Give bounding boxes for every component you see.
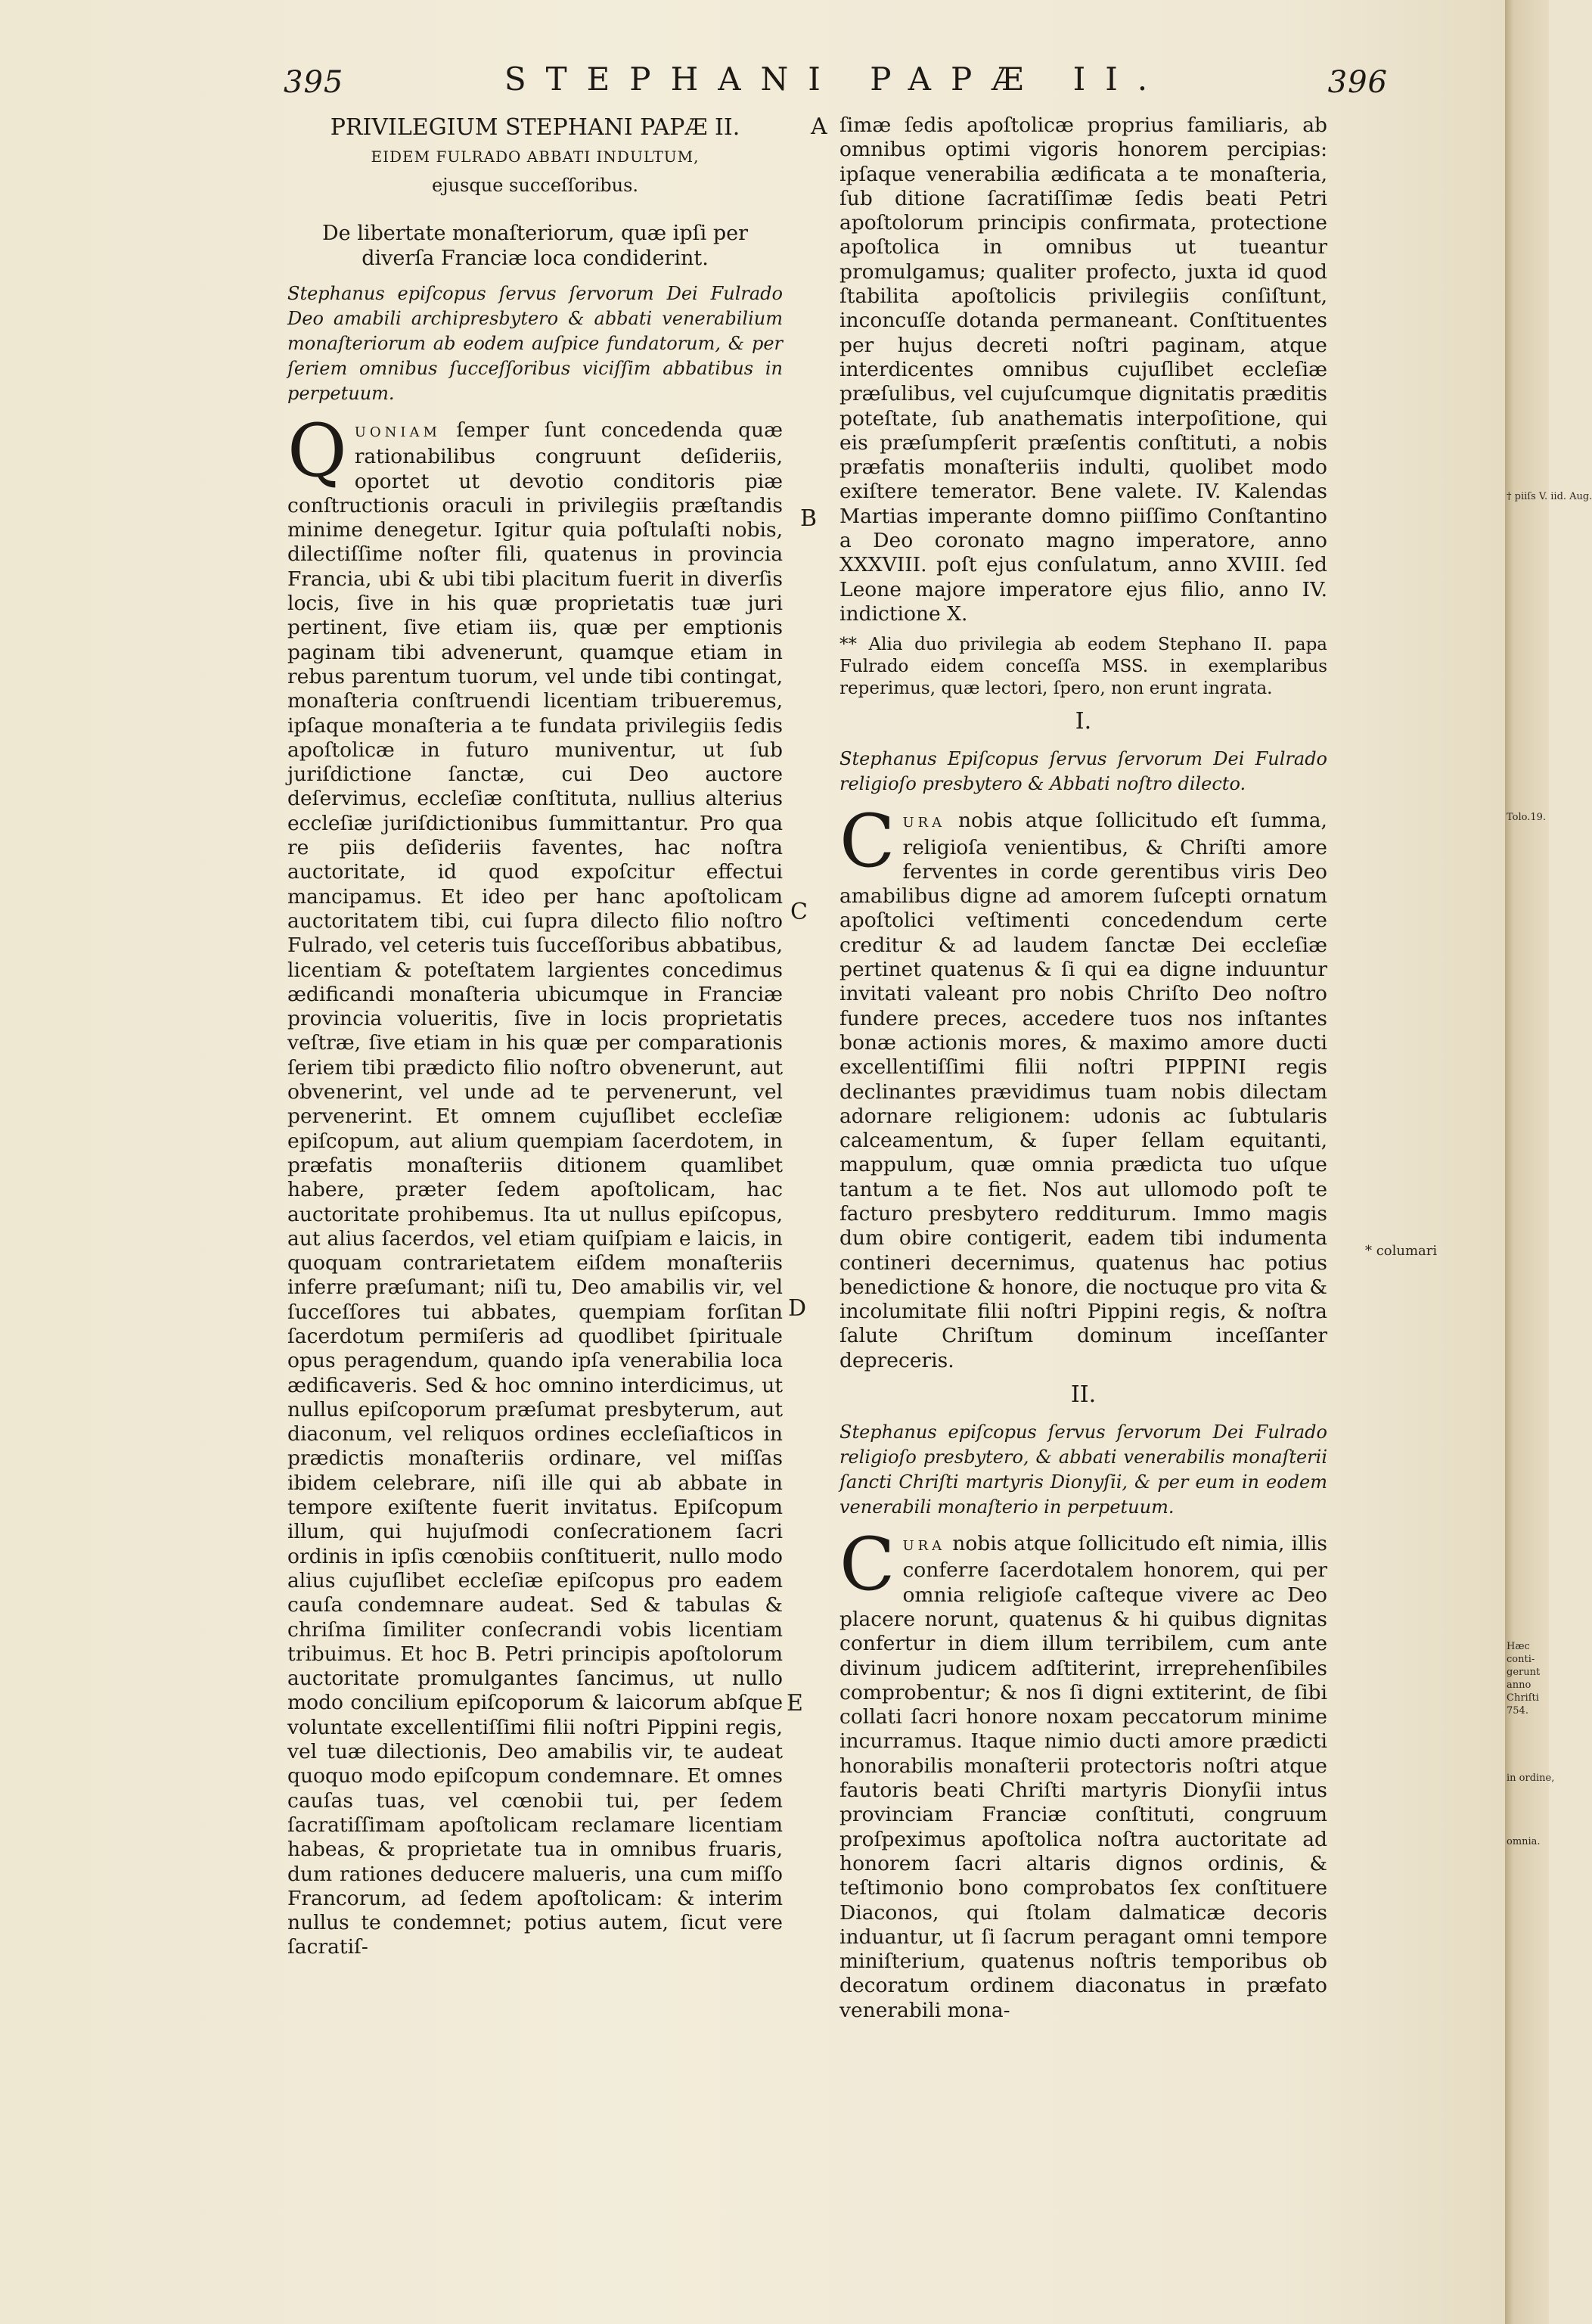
subject-heading: De libertate monaſteriorum, quæ ipſi per diverſa Franciæ loca condiderint. [322,222,748,270]
section-1-drop-cap: C [839,799,895,884]
marginal-note-columari: * columari [1365,1243,1438,1259]
section-2-first-word: URA [902,1538,946,1555]
marginal-note-5: in ordine, [1507,1773,1555,1784]
running-header [284,47,1388,107]
body-text [287,409,783,1960]
body-paragraph: ſemper ſunt concedenda quæ rationabilibus congruunt deſideriis, oportet ut devotio conditoris piæ conſtructionis oraculi in privilegiis præſtandis minime denegetur. Igitur quia poſtulaſti nobis, dilectiſſime noſter fili, quatenus in provincia Francia, ubi & ubi tibi placitum fuerit in diverſis locis, ſive in his quæ proprietatis tuæ juri pertinent, ſive etiam iis, quæ per emptionis paginam tibi advenerunt, quamque etiam in rebus parentum tuorum, vel unde tibi contingat, monaſteria conſtruendi licentiam tribueremus, ipſaque monaſteria a te fundata privilegiis ſedis apoſtolicæ in futuro muniventur, ut ſub juriſdictione ſanctæ, cui Deo auctore deſervimus, eccleſiæ conſtituta, nullius alterius eccleſiæ juriſdictionibus ſummittantur. Pro qua re piis deſideriis faventes, hac noſtra auctoritate, id quod expoſcitur effectui mancipamus. Et ideo per hanc apoſtolicam auctoritatem tibi, cui ſupra dilecto filio noſtro Fulrado, vel ceteris tuis ſucceſſoribus abbatibus, licentiam & poteſtatem largientes concedimus ædificandi monaſteria ubicumque in Franciæ provincia volueritis, ſive in locis proprietatis veſtræ, ſive etiam in his quæ per comparationis ſeriem tibi prædicto filio noſtro obvenerunt, aut obvenerint, vel unde ad te pervenerunt, vel pervenerint. Et omnem cujuſlibet eccleſiæ epiſcopum, aut alium quempiam ſacerdotem, in præfatis monaſteriis ditionem quamlibet habere, præter ſedem apoſtolicam, hac auctoritate prohibemus. Ita ut nullus epiſcopus, aut alius ſacerdos, vel etiam quiſpiam e laicis, in quoquam contrarietatem eiſdem monaſteriis inferre præſumant; niſi tu, Deo amabilis vir, vel ſucceſſores tui abbates, quempiam forſitan ſacerdotum permiſeris ad quodlibet ſpirituale opus peragendum, quando ipſa venerabilia loca ædificaveris. Sed & hoc omnino interdicimus, ut nullus epiſcoporum præſumat presbyterum, aut diaconum, vel reliquos ordines eccleſiaſticos in prædictis monaſteriis ordinare, vel miſſas ibidem celebrare, niſi ille qui ab abbate in tempore exiſtente fuerit invitatus. Epiſcopum illum, qui hujuſmodi conſecrationem ſacri ordinis in ipſis cœnobiis conſtituerit, nullo modo alius cujuſlibet eccleſiæ epiſcopus pro eadem cauſa condemnare audeat. Sed & tabulas & chriſma ſimiliter conſecrandi vobis licentiam tribuimus. Et hoc B. Petri principis apoſtolorum auctoritate promulgantes ſancimus, ut nullo modo concilium epiſcoporum & laicorum abſque voluntate excellentiſſimi filii noſtri Pippini regis, vel tuæ dilectionis, Deo amabilis vir, te audeat quoquo modo epiſcopum condemnare. Et omnes cauſas tuas, vel cœnobii tui, per ſedem ſacratiſſimam apoſtolicam reclamare licentiam habeas, & proprietate tua in omnibus fruaris, dum rationes deducere malueris, una cum miſſo Francorum, ad ſedem apoſtolicam: & interim nullus te condemnet; potius autem, ſicut vere ſacratiſ- [287,418,783,1959]
editor-note: ** Alia duo privilegia ab eodem Stephano II. papa Fulrado eidem conceſſa MSS. in exemplaribus reperimus, quæ lectori, ſpero, non erunt ingrata. [839,635,1327,699]
section-2-body [839,1522,1327,2023]
section-1-body [839,799,1327,1373]
privilege-title: PRIVILEGIUM STEPHANI PAPÆ II. [330,114,740,141]
salutation: Stephanus epiſcopus ſervus ſervorum Dei Fulrado Deo amabili archipresbytero & abbati venerabilium monaſteriorum ab eodem auſpice fundatorum, & per ſeriem omnibus ſucceſſoribus viciſſim abbatibus in perpetuum. [287,283,783,404]
margin-letter-c: C [790,899,808,925]
running-title: STEPHANI PAPÆ II. [504,61,1168,98]
page-number-right: 396 [1327,65,1388,100]
margin-letter-a: A [811,113,827,140]
privilege-subtitle: EIDEM FULRADO ABBATI INDULTUM, [371,148,700,166]
marginal-note-6: omnia. [1507,1836,1541,1847]
continuation-text: ſimæ ſedis apoſtolicæ proprius familiaris, ab omnibus optimi vigoris honorem percipias: ipſaque venerabilia ædificata a te monaſteria, ſub ditione ſacratiſſimæ ſedis beati Petri apoſtolorum principis confirmata, protectione apoſtolica in omnibus ut tueantur promulgamus; qualiter profecto, juxta id quod ſtabilita apoſtolicis privilegiis conſiſtunt, inconcuſſe dotanda permaneant. Conſtituentes per hujus decreti noſtri paginam, atque interdicentes omnibus cujuſlibet eccleſiæ præſulibus, vel cujuſcumque dignitatis præditis poteſtate, ſub anathematis interpoſitione, qui eis præſumpſerit præſentis conſtituti, a nobis præfatis monaſteriis indulti, quolibet modo exiſtere temerator. Bene valete. IV. Kalendas Martias imperante domno piiſſimo Conſtantino a Deo coronato magno imperatore, anno XXXVIII. poſt ejus conſulatum, anno XVIII. ſed Leone majore imperatore ejus filio, anno IV. indictione X. [839,113,1327,626]
section-1-first-word: URA [902,815,946,831]
privilege-subtitle-2: ejusque succeſſoribus. [431,175,639,196]
margin-letter-e: E [787,1690,803,1717]
section-numeral-1: I. [1075,708,1092,735]
section-1-salutation: Stephanus Epiſcopus ſervus ſervorum Dei Fulrado religioſo presbytero & Abbati noſtro dilecto. [839,748,1327,795]
page-number-left: 395 [284,65,344,100]
adjacent-page-edge [1505,0,1592,2324]
marginal-note-4: Hæc conti- gerunt anno Chriſti 754. [1507,1641,1541,1717]
section-2-drop-cap: C [839,1522,895,1608]
first-word: UONIAM [354,424,441,440]
left-column [287,113,783,1960]
marginal-note-2: Tolo.19. [1507,812,1547,823]
section-2-paragraph: nobis atque ſollicitudo eſt nimia, illis conferre ſacerdotalem honorem, qui per omnia religioſe caſteque vivere ac Deo placere norunt, quatenus & hi quibus dignitas confertur in diem illum terribilem, cum ante divinum judicem adſtiterint, irreprehenſibiles comprobentur; & nos ſi digni extiterint, de ſibi collati ſacri honore noxam peccatorum minime incurramus. Itaque nimio ducti amore prædicti honorabilis monaſterii protectoris noſtri atque fautoris beati Chriſti martyris Dionyſii intus provinciam Franciæ conſtituti, congruum proſpeximus apoſtolica noſtra auctoritate ad honorem ſacri altaris dignos ordinis, & teſtimonio bono comprobatos ſex conſtituere Diaconos, qui ſtolam dalmaticæ decoris induantur, ut ſi ſacrum peragant omni tempore miniſterium, quatenus noſtris temporibus ob decoratum ordinem diaconatus in præfato venerabili mona- [839,1532,1327,2022]
drop-cap: Q [287,409,347,493]
section-1-paragraph: nobis atque ſollicitudo eſt ſumma, religioſa venientibus, & Chriſti amore ferventes in corde gerentibus viris Deo amabilibus digne ad amorem ſuſcepti ornatum apoſtolici veſtimenti concedendum certe creditur & ad laudem ſanctæ Dei eccleſiæ pertinet quatenus & ſi qui ea digne induuntur invitati valeant pro nobis Chriſto Deo noſtro fundere preces, accedere tuos nos inſtantes bonæ actionis mores, & maximo amore ducti excellentiſſimi filii noſtri PIPPINI regis declinantes prævidimus tuam nobis dilectam adornare religionem: udonis ac ſubtularis calceamentum, & ſuper ſellam equitanti, mappulum, quæ omnia prædicta tuo uſque tantum a te fiet. Nos aut ullomodo poſt te facturo presbytero redditurum. Immo magis dum obire contigerit, eadem tibi indumenta contineri decernimus, quatenus hac potius benedictione & honore, die noctuque pro vita & incolumitate filii noſtri Pippini regis, & noſtra ſalute Chriſtum dominum inceſſanter depreceris. [839,809,1327,1372]
margin-letter-d: D [788,1295,807,1322]
margin-letter-b: B [800,505,818,532]
section-2-salutation: Stephanus epiſcopus ſervus ſervorum Dei Fulrado religioſo presbytero, & abbati venerabilis monaſterii ſancti Chriſti martyris Dionyſii, & per eum in eodem venerabili monaſterio in perpetuum. [839,1421,1327,1518]
marginal-note-1: † piiſs V. iid. Aug. [1507,491,1592,502]
section-numeral-2: II. [1070,1381,1097,1409]
right-column [839,113,1327,2023]
